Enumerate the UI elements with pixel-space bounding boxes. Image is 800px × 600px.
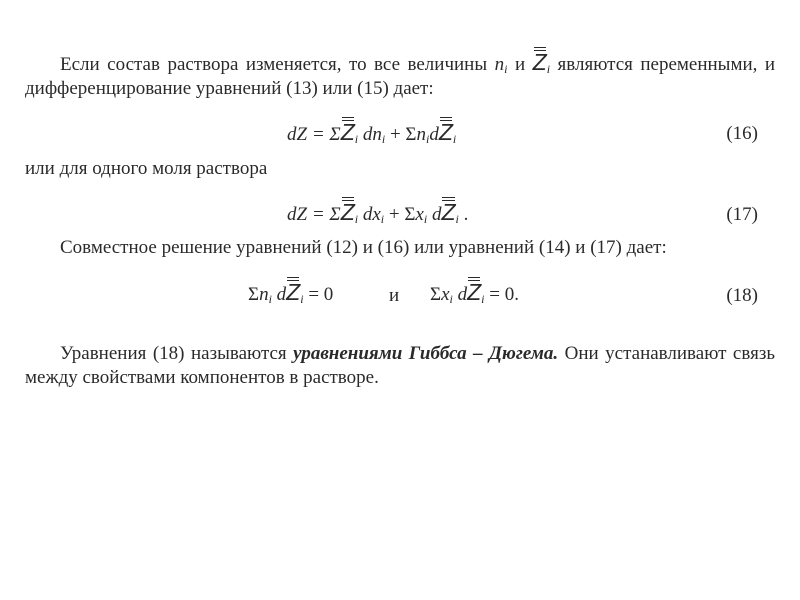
equation-number-16: (16) (726, 123, 758, 144)
text-segment: Уравнения (18) называются (60, 343, 287, 364)
text-conjunction: и (514, 54, 526, 75)
symbol-z-bar: Z (286, 279, 301, 305)
symbol-z-bar: Z (532, 49, 547, 75)
equation-18-and: и (389, 285, 400, 306)
eq17-lhs: dZ = Σ (287, 204, 341, 225)
eq16-plus-sum: + Σ (389, 124, 417, 145)
equation-18-right: $\Sigma x_i$ $dZ_i = 0$. (430, 279, 519, 306)
symbol-n: $n_i$ (494, 54, 508, 76)
equation-16: dZ = $\Sigma Z_i$ $dn_i + \Sigma n_idZ_i$ (287, 119, 457, 146)
equation-number-17: (17) (726, 204, 758, 225)
symbol-z-bar: Z (340, 119, 355, 145)
eq17-plus-sum: + Σ (388, 204, 416, 225)
symbol-z-bar: Z (438, 119, 453, 145)
paragraph-intro (25, 48, 775, 101)
text-segment: Если состав раствора изменяется, то все величины (60, 54, 488, 75)
symbol-z-bar: Z (467, 279, 482, 305)
term-gibbs-duhem: уравнениями Гиббса – Дюгема. (293, 343, 559, 364)
text-segment: Они устанавливают связь между свойствами компонентов в растворе. (25, 343, 775, 388)
symbol-z-bar: Z (340, 199, 355, 225)
equation-17: dZ = $\Sigma Z_i$ $dx_i + \Sigma x_i$ $dZ_i$ . (287, 199, 469, 226)
symbol-z-bar: Z (441, 199, 456, 225)
subscript-i: i (546, 62, 551, 76)
paragraph-solution: Совместное решение уравнений (12) и (16) или уравнений (14) и (17) дает: (60, 237, 667, 258)
eq16-lhs: dZ = Σ (287, 124, 341, 145)
equation-number-18: (18) (726, 285, 758, 306)
paragraph-gibbs-duhem (25, 342, 775, 390)
equation-18-left: $\Sigma n_i$ $dZ_i = 0$ (248, 279, 334, 306)
text-one-mole: или для одного моля раствора (25, 158, 268, 179)
text-segment: являются переменными, и дифференцирование уравнений (13) или (15) дает: (25, 54, 776, 99)
